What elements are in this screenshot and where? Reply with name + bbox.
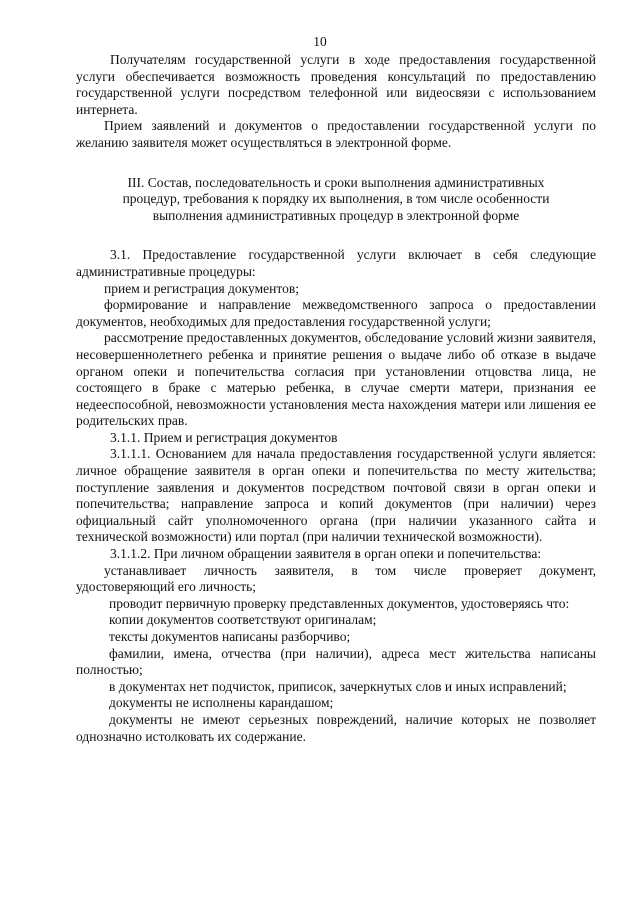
- list-item-no-pencil: документы не исполнены карандашом;: [109, 695, 334, 711]
- paragraph-3-1-1: 3.1.1. Прием и регистрация документов: [110, 429, 338, 445]
- list-item-full-names: фамилии, имена, отчества (при наличии), адреса мест жительства написаны полностью;: [76, 645, 596, 678]
- list-item-no-damage: документы не имеют серьезных повреждений, наличие которых не позволяет однозначно истолковать их содержание.: [76, 711, 596, 744]
- list-item-identity: устанавливает личность заявителя, в том числе проверяет документ, удостоверяющий его личность;: [76, 562, 596, 595]
- document-body: [76, 52, 596, 745]
- section-heading-line-3: выполнения административных процедур в электронной форме: [152, 207, 520, 223]
- paragraph-electronic-form: Прием заявлений и документов о предоставлении государственной услуги по желанию заявителя может осуществляться в электронной форме.: [76, 118, 596, 150]
- list-item-copies: копии документов соответствуют оригиналам;: [109, 612, 377, 628]
- list-item-initial-check: проводит первичную проверку представленных документов, удостоверяясь что:: [109, 595, 570, 611]
- paragraph-3-1-1-1: 3.1.1.1. Основанием для начала предоставления государственной услуги является: личное обращение заявителя в орган опеки и попечительства по месту жительства; поступление заявления и документов посредством почтовой связи в орган опеки и попечительства; направление запроса и копий документов (при наличии) через официальный сайт уполномоченного органа (при наличии указанного сайта и технической возможности) или портал (при наличии технической возможности).: [76, 446, 596, 545]
- list-item-review: рассмотрение предоставленных документов, обследование условий жизни заявителя, несовершеннолетнего ребенка и принятие решения о выдаче либо об отказе в выдаче органом опеки и попечительства согласия при установлении отцовства лица, не состоящего в браке с матерью ребенка, в случае смерти матери, признания ее недееспособной, невозможности установления места нахождения матери или лишения ее родительских прав.: [76, 330, 597, 429]
- list-item-legible: тексты документов написаны разборчиво;: [109, 629, 351, 644]
- section-heading: [76, 175, 596, 225]
- paragraph-consultations: Получателям государственной услуги в ходе предоставления государственной услуги обеспечивается возможность проведения консультаций по предоставлению государственной услуги посредством телефонной или видеосвязи с использованием интернета.: [76, 52, 596, 117]
- list-item-no-corrections: в документах нет подчисток, приписок, зачеркнутых слов и иных исправлений;: [109, 678, 567, 694]
- list-item-reception: прием и регистрация документов;: [104, 280, 299, 296]
- paragraph-3-1-1-2: 3.1.1.2. При личном обращении заявителя в орган опеки и попечительства:: [110, 546, 542, 562]
- section-heading-line-1: III. Состав, последовательность и сроки выполнения административных: [127, 174, 545, 190]
- list-item-interagency-request: формирование и направление межведомственного запроса о предоставлении документов, необходимых для предоставления государственной услуги;: [76, 297, 596, 329]
- section-heading-line-2: процедур, требования к порядку их выполнения, в том числе особенности: [122, 191, 550, 207]
- paragraph-3-1: 3.1. Предоставление государственной услуги включает в себя следующие административные процедуры:: [76, 247, 596, 279]
- page-number: 10: [313, 34, 327, 49]
